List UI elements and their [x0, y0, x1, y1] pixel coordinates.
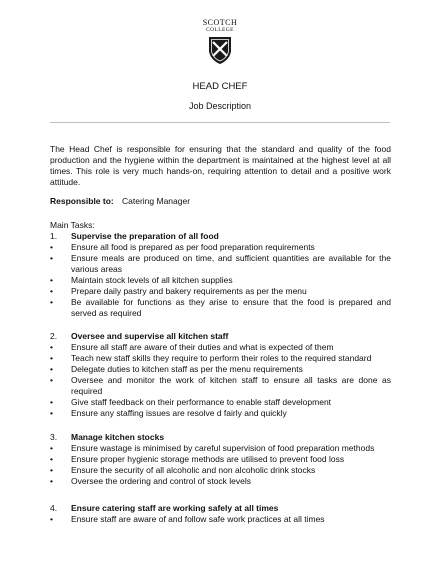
intro-paragraph: The Head Chef is responsible for ensuring that the standard and quality of the food production and the hygiene within the department is maintained at the highest level at all times. This role is very much hands-on, requiring attention to detail and a positive work attitude. — [50, 144, 391, 187]
section-number: 3. — [50, 432, 58, 442]
responsible-to-label: Responsible to: — [50, 196, 114, 206]
list-item-text: Ensure all staff are aware of their duties and what is expected of them — [71, 342, 334, 352]
task-section-2 — [50, 331, 391, 419]
list-item-text: Teach new staff skills they require to perform their roles to the required standard — [71, 353, 372, 363]
list-item — [50, 353, 391, 364]
page-title: HEAD CHEF — [192, 81, 248, 92]
list-item-text: Maintain stock levels of all kitchen supplies — [71, 275, 233, 285]
responsible-to-value: Catering Manager — [122, 196, 191, 206]
school-logo — [189, 18, 251, 65]
list-item-text: Give staff feedback on their performance to enable staff development — [71, 397, 332, 407]
list-item-text: Delegate duties to kitchen staff as per the menu requirements — [71, 364, 303, 374]
section-title: Oversee and supervise all kitchen staff — [71, 331, 229, 341]
bullet-icon: • — [50, 514, 53, 524]
bullet-icon: • — [50, 253, 53, 263]
bullet-icon: • — [50, 297, 53, 307]
list-item-text: Ensure all food is prepared as per food preparation requirements — [71, 242, 315, 252]
bullet-icon: • — [50, 364, 53, 374]
list-item-text: Prepare daily pastry and bakery requirements as per the menu — [71, 286, 307, 296]
bullet-icon: • — [50, 375, 53, 385]
bullet-icon: • — [50, 275, 53, 285]
section-number: 4. — [50, 503, 58, 513]
list-item — [50, 476, 391, 487]
task-section-3 — [50, 432, 391, 487]
list-item — [50, 454, 391, 465]
page-subtitle: Job Description — [188, 101, 252, 111]
list-item — [50, 342, 391, 353]
list-item-text: Ensure wastage is minimised by careful supervision of food preparation methods — [71, 443, 375, 453]
section-heading — [50, 503, 391, 514]
list-item — [50, 297, 391, 319]
list-item-text: Ensure the security of all alcoholic and non alcoholic drink stocks — [71, 465, 316, 475]
section-number: 2. — [50, 331, 58, 341]
bullet-icon: • — [50, 342, 53, 352]
section-heading — [50, 432, 391, 443]
bullet-icon: • — [50, 465, 53, 475]
header-divider — [50, 122, 390, 123]
responsible-to-row — [50, 196, 191, 207]
bullet-icon: • — [50, 397, 53, 407]
list-item — [50, 364, 391, 375]
section-heading — [50, 231, 391, 242]
list-item — [50, 397, 391, 408]
list-item-text: Oversee and monitor the work of kitchen staff to ensure all tasks are done as required — [71, 375, 391, 396]
bullet-icon: • — [50, 443, 53, 453]
list-item — [50, 375, 391, 397]
task-section-4 — [50, 503, 391, 525]
list-item — [50, 514, 391, 525]
logo-name-line2: COLLEGE — [206, 27, 234, 33]
main-tasks-label: Main Tasks: — [50, 220, 95, 230]
logo-name-line1: SCOTCH — [202, 18, 238, 27]
section-heading — [50, 331, 391, 342]
section-number: 1. — [50, 231, 58, 241]
bullet-icon: • — [50, 242, 53, 252]
bullet-icon: • — [50, 476, 53, 486]
bullet-icon: • — [50, 353, 53, 363]
list-item-text: Ensure meals are produced on time, and sufficient quantities are available for the various areas — [71, 253, 391, 274]
section-title: Manage kitchen stocks — [71, 432, 165, 442]
list-item — [50, 275, 391, 286]
task-section-1 — [50, 231, 391, 319]
bullet-icon: • — [50, 408, 53, 418]
list-item — [50, 253, 391, 275]
list-item-text: Oversee the ordering and control of stock levels — [71, 476, 252, 486]
bullet-icon: • — [50, 286, 53, 296]
list-item-text: Ensure proper hygienic storage methods are utilised to prevent food loss — [71, 454, 345, 464]
list-item — [50, 286, 391, 297]
list-item — [50, 465, 391, 476]
section-title: Supervise the preparation of all food — [71, 231, 219, 241]
list-item — [50, 443, 391, 454]
list-item-text: Ensure any staffing issues are resolve d fairly and quickly — [71, 408, 287, 418]
bullet-icon: • — [50, 454, 53, 464]
list-item — [50, 242, 391, 253]
list-item — [50, 408, 391, 419]
list-item-text: Ensure staff are aware of and follow safe work practices at all times — [71, 514, 325, 524]
shield-crest-icon — [207, 35, 233, 65]
list-item-text: Be available for functions as they arise to ensure that the food is prepared and served as required — [71, 297, 391, 318]
section-title: Ensure catering staff are working safely at all times — [71, 503, 279, 513]
